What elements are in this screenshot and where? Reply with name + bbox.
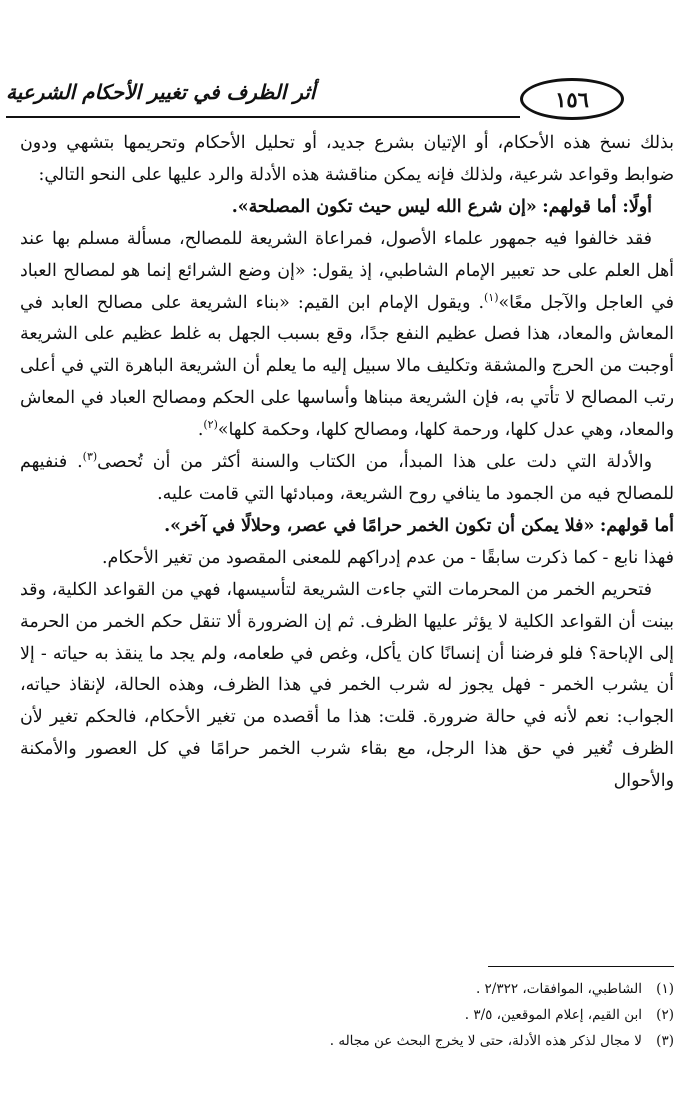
footnotes bbox=[34, 976, 674, 1054]
paragraph bbox=[20, 447, 674, 511]
footnote-separator bbox=[488, 966, 674, 967]
paragraph: بذلك نسخ هذه الأحكام، أو الإتيان بشرع جديد، أو تحليل الأحكام وتحريمها بتشهي ودون ضوابط وقواعد شرعية، ولذلك فإنه يمكن مناقشة هذه الأدلة والرد عليها على النحو التالي: bbox=[20, 133, 674, 185]
footnote bbox=[34, 976, 674, 1002]
footnote-text: ابن القيم، إعلام الموقعين، ٣/٥ . bbox=[464, 1007, 642, 1023]
page-number: ١٥٦ bbox=[520, 78, 624, 120]
paragraph-text: . bbox=[197, 420, 204, 441]
paragraph bbox=[20, 192, 674, 224]
point-heading: أولًا: أما قولهم: bbox=[542, 196, 652, 217]
paragraph: فهذا نابع - كما ذكرت سابقًا - من عدم إدراكهم للمعنى المقصود من تغير الأحكام. bbox=[102, 547, 674, 568]
footnote-ref[interactable]: (٢) bbox=[203, 418, 218, 432]
paragraph-text: فقد خالفوا فيه جمهور علماء الأصول، فمراعاة الشريعة للمصالح، مسألة مسلم بها عند أهل العلم على حد تعبير الإمام الشاطبي، إذ يقول: «إن وضع الشرائع إنما هو لمصالح العباد في العاجل والآجل معًا» bbox=[20, 228, 675, 313]
point-heading: أما قولهم: bbox=[599, 515, 674, 536]
footnote-ref[interactable]: (٣) bbox=[82, 450, 98, 464]
footnote-text: الشاطبي، الموافقات، ٢/٣٢٢ . bbox=[475, 981, 642, 997]
paragraph bbox=[20, 511, 674, 543]
footnote bbox=[34, 1002, 674, 1028]
quoted-claim: «إن شرع الله ليس حيث تكون المصلحة». bbox=[231, 196, 537, 217]
footnote-number: (٢) bbox=[656, 1007, 674, 1023]
footnote-ref[interactable]: (١) bbox=[484, 290, 499, 304]
header-rule bbox=[6, 116, 520, 118]
page-header bbox=[6, 74, 646, 122]
footnote bbox=[34, 1028, 674, 1054]
paragraph: فتحريم الخمر من المحرمات التي جاءت الشريعة لتأسيسها، فهي من القواعد الكلية، وقد بينت أن القواعد الكلية لا يؤثر عليها الظرف. ثم إن الضرورة ألا تنقل حكم الخمر من الحرمة إلى الإباحة؟ فلو فرضنا أن إنسانًا كان يأكل، وغص في طعامه، ولم يجد ما ينقذ به حياته - إلا أن يشرب الخمر - فهل يجوز له شرب الخمر في هذا الظرف، وهذه الحالة، لإنقاذ حياته، الجواب: نعم لأنه في حالة ضرورة. قلت: هذا ما أقصده من تغير الأحكام، فالحكم تغير لأن الظرف تُغير في حق هذا الرجل، مع بقاء شرب الخمر حرامًا في كل العصور والأمكنة والأحوال bbox=[20, 579, 674, 792]
footnote-text: لا مجال لذكر هذه الأدلة، حتى لا يخرج البحث عن مجاله . bbox=[329, 1033, 642, 1049]
footnote-number: (١) bbox=[656, 981, 674, 997]
quoted-claim: «فلا يمكن أن تكون الخمر حرامًا في عصر، وحلالًا في آخر». bbox=[164, 515, 595, 536]
footnote-number: (٣) bbox=[656, 1033, 674, 1049]
paragraph-text: والأدلة التي دلت على هذا المبدأ، من الكتاب والسنة أكثر من أن تُحصى bbox=[97, 452, 652, 473]
paragraph-text: . فنفيهم للمصالح فيه من الجمود ما ينافي روح الشريعة، ومبادئها التي قامت عليه. bbox=[20, 452, 674, 504]
paragraph bbox=[20, 224, 674, 447]
main-text bbox=[20, 128, 674, 798]
running-title: أثر الظرف في تغيير الأحكام الشرعية bbox=[6, 80, 316, 104]
paragraph-text: . ويقول الإمام ابن القيم: «بناء الشريعة على مصالح العابد في المعاش والمعاد، هذا فصل عظيم النفع جدًا، وقع بسبب الجهل به غلط عظيم على الشريعة أوجبت من الحرج والمشقة وتكليف مالا سبيل إليه ما يعلم أن الشريعة الباهرة التي في أعلى رتب المصالح لا تأتي به، فإن الشريعة مبناها وأساسها على الحكم ومصالح العباد في المعاش والمعاد، وهي عدل كلها، ورحمة كلها، ومصالح كلها، وحكمة كلها» bbox=[20, 292, 674, 441]
